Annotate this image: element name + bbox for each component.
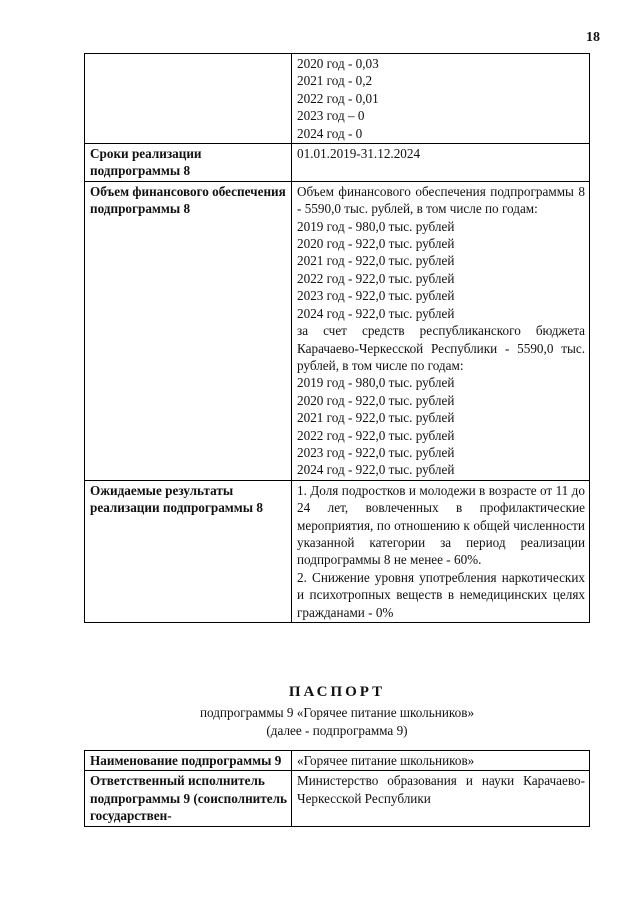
table-row bbox=[85, 480, 590, 622]
table-row bbox=[85, 54, 590, 144]
financing-total-paragraph: Объем финансового обеспечения подпрограммы 8 - 5590,0 тыс. рублей, в том числе по годам: bbox=[297, 183, 585, 217]
financing-budget-paragraph: за счет средств республиканского бюджета Карачаево-Черкесской Республики - 5590,0 тыс. рублей, в том числе по годам: bbox=[297, 323, 585, 373]
financing-year: 2023 год - 922,0 тыс. рублей bbox=[297, 288, 455, 304]
financing-year: 2020 год - 922,0 тыс. рублей bbox=[297, 236, 455, 252]
expected-result-1: 1. Доля подростков и молодежи в возрасте от 11 до 24 лет, вовлеченных в профилактические мероприятия, по отношению к общей численности указанной категории за период реализации подпрограммы 8 не менее - 60%. bbox=[297, 482, 585, 568]
financing-year: 2024 год - 922,0 тыс. рублей bbox=[297, 462, 455, 478]
financing-year: 2021 год - 922,0 тыс. рублей bbox=[297, 410, 455, 426]
financing-year: 2024 год - 922,0 тыс. рублей bbox=[297, 305, 455, 321]
row-label: Сроки реализации подпрограммы 8 bbox=[85, 144, 292, 182]
expected-results-cell bbox=[292, 480, 590, 622]
row-label bbox=[85, 54, 292, 144]
row-value: Министерство образования и науки Карачаево-Черкесской Республики bbox=[292, 771, 590, 826]
row-label: Ответственный исполнитель подпрограммы 9 (соисполнитель государствен- bbox=[85, 771, 292, 826]
subprogram-9-passport-table bbox=[84, 750, 590, 827]
expected-result-2: 2. Снижение уровня употребления наркотических и психотропных веществ в немедицинских целях гражданами - 0% bbox=[297, 569, 585, 620]
page-number: 18 bbox=[586, 30, 600, 45]
table-row bbox=[85, 144, 590, 182]
indicator-value: 2024 год - 0 bbox=[297, 125, 363, 141]
row-label: Наименование подпрограммы 9 bbox=[85, 751, 292, 771]
financing-year: 2020 год - 922,0 тыс. рублей bbox=[297, 392, 455, 408]
implementation-period: 01.01.2019-31.12.2024 bbox=[297, 146, 421, 162]
passport-title: ПАСПОРТ bbox=[288, 684, 386, 700]
indicator-value: 2022 год - 0,01 bbox=[297, 90, 379, 106]
table-row bbox=[85, 751, 590, 771]
financing-cell bbox=[292, 181, 590, 480]
financing-year: 2019 год - 980,0 тыс. рублей bbox=[297, 218, 455, 234]
indicator-value: 2021 год - 0,2 bbox=[297, 73, 373, 89]
row-value: «Горячее питание школьников» bbox=[292, 751, 590, 771]
implementation-period-cell bbox=[292, 144, 590, 182]
indicator-values-cell bbox=[292, 54, 590, 144]
financing-year: 2021 год - 922,0 тыс. рублей bbox=[297, 253, 455, 269]
passport-subtitle: подпрограммы 9 «Горячее питание школьников» bbox=[199, 705, 475, 720]
passport-subtitle-note: (далее - подпрограмма 9) bbox=[266, 723, 408, 738]
financing-year: 2022 год - 922,0 тыс. рублей bbox=[297, 270, 455, 286]
row-label: Объем финансового обеспечения подпрограммы 8 bbox=[85, 181, 292, 480]
financing-year: 2022 год - 922,0 тыс. рублей bbox=[297, 427, 455, 443]
table-row bbox=[85, 771, 590, 826]
indicator-value: 2020 год - 0,03 bbox=[297, 56, 379, 71]
financing-year: 2023 год - 922,0 тыс. рублей bbox=[297, 444, 455, 460]
table-row bbox=[85, 181, 590, 480]
financing-year: 2019 год - 980,0 тыс. рублей bbox=[297, 375, 455, 391]
subprogram-8-passport-table bbox=[84, 53, 590, 623]
row-label: Ожидаемые результаты реализации подпрограммы 8 bbox=[85, 480, 292, 622]
indicator-value: 2023 год – 0 bbox=[297, 108, 365, 124]
